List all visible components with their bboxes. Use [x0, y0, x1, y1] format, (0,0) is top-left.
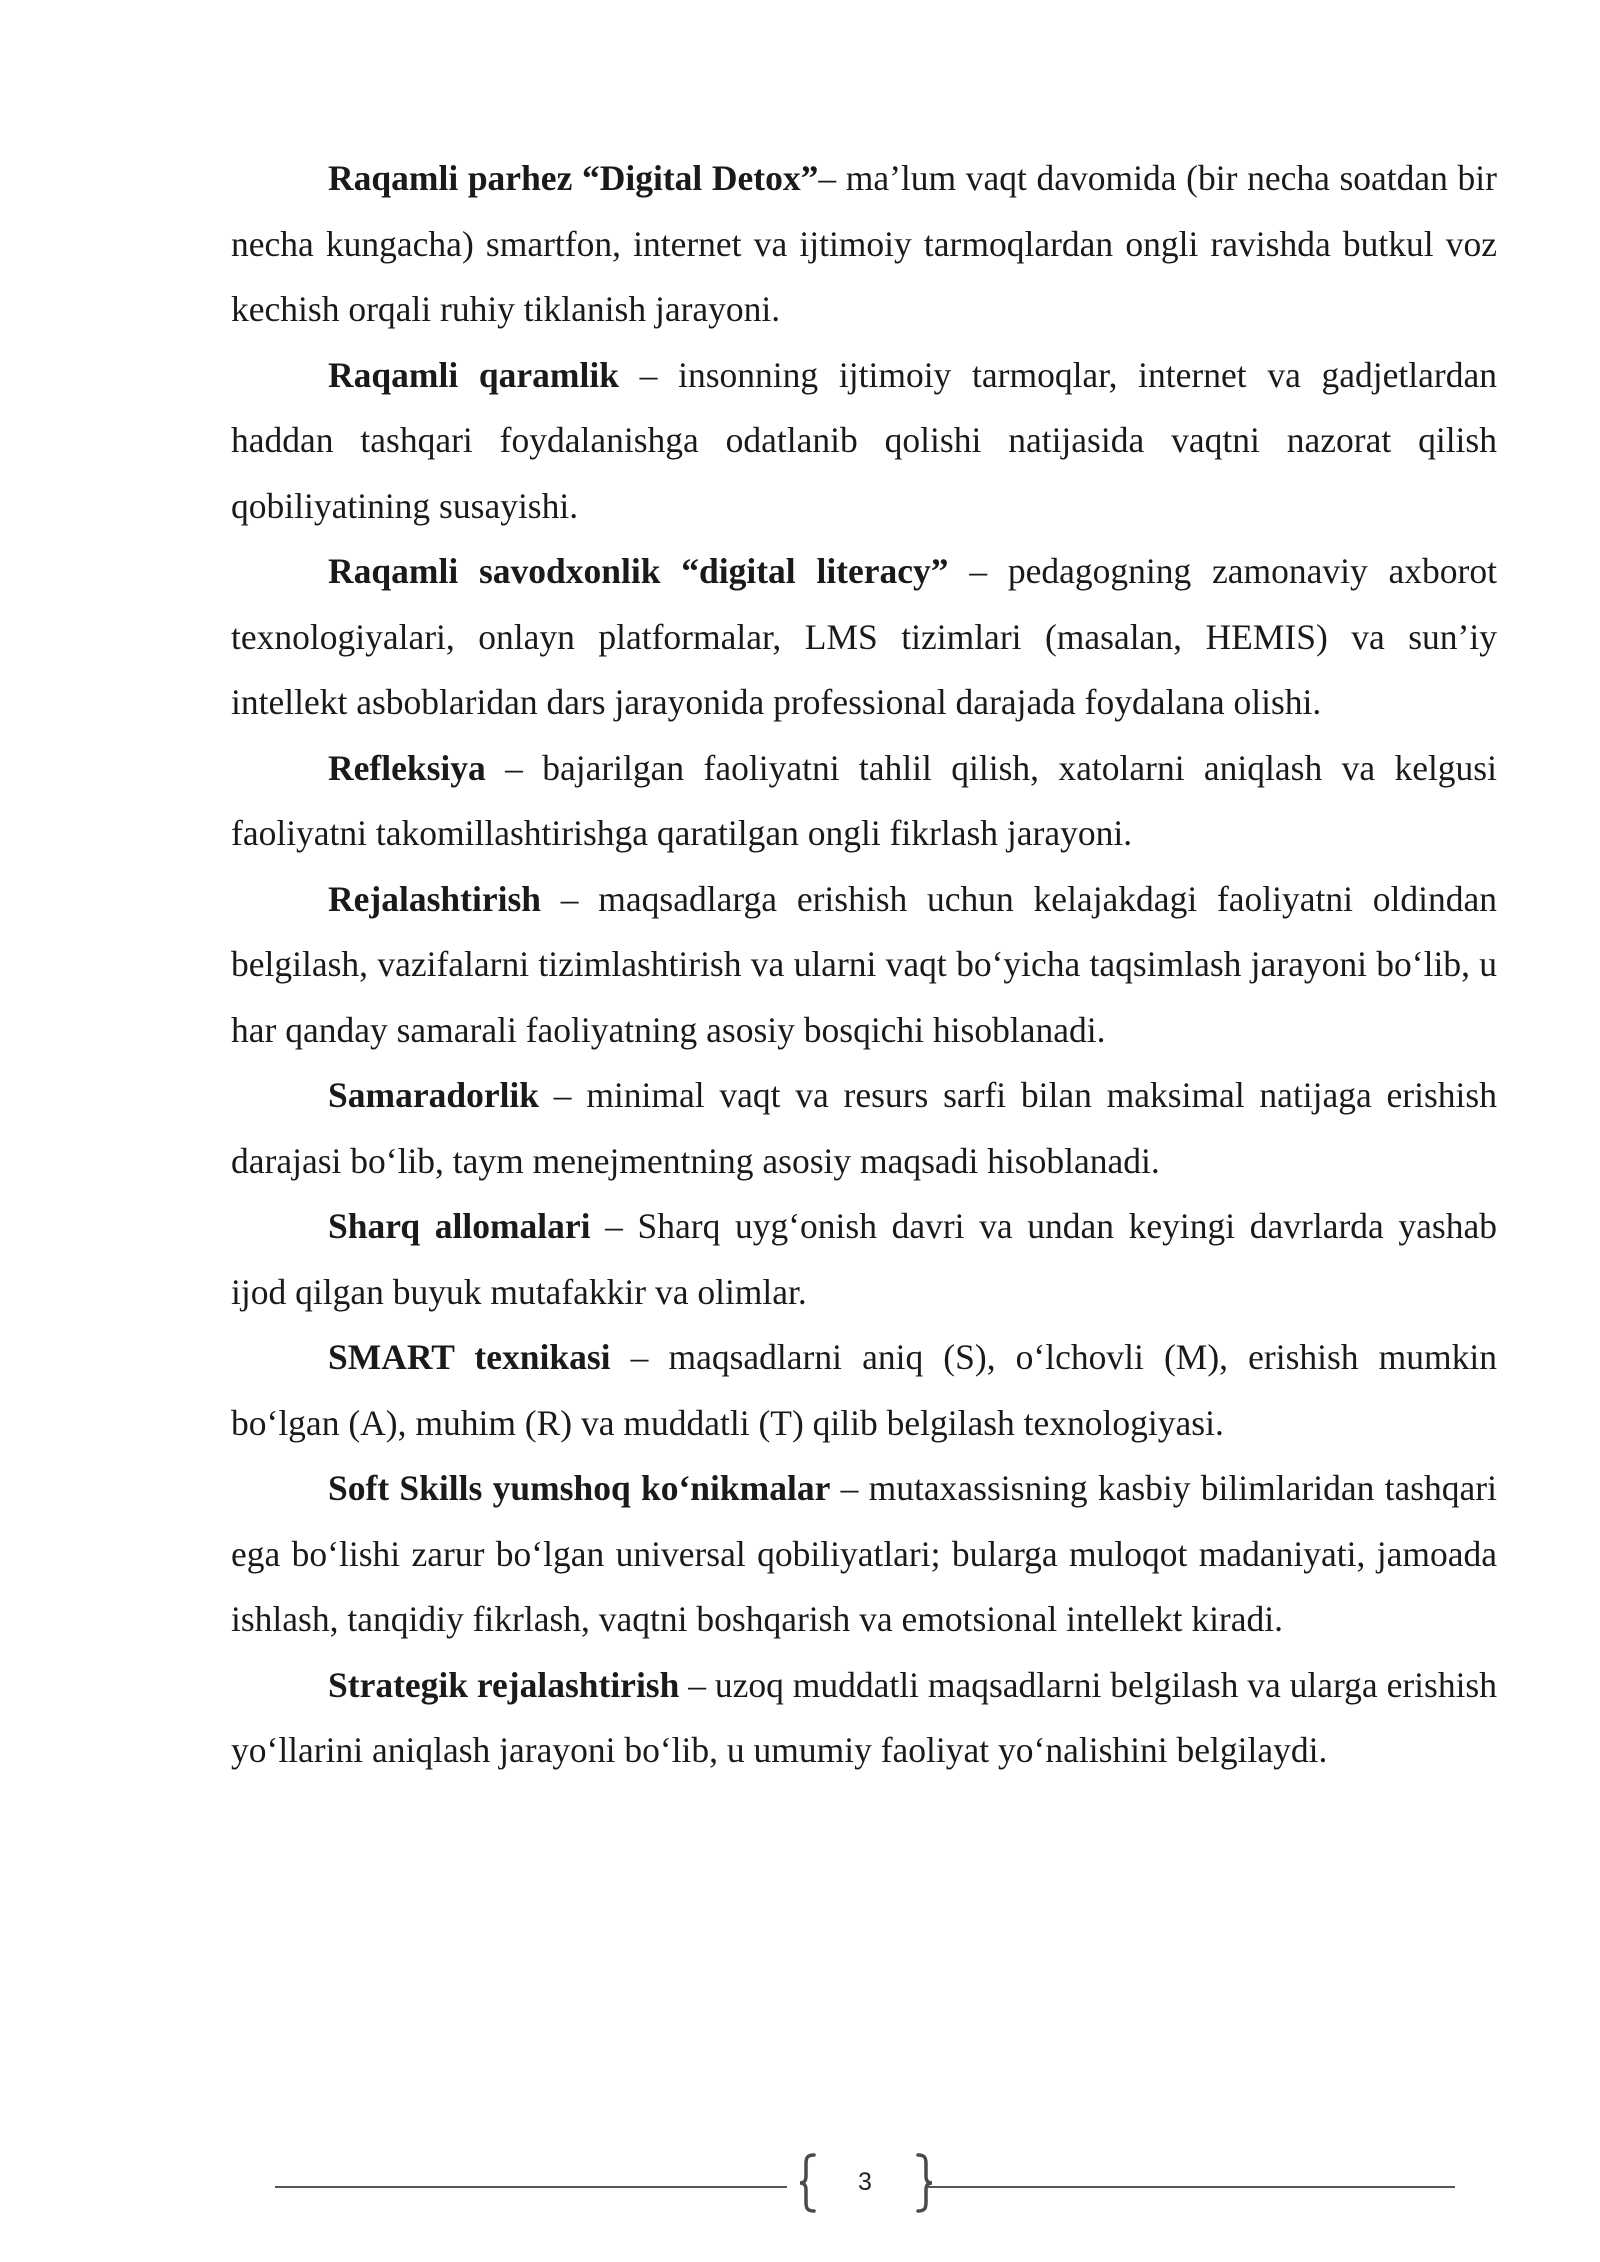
glossary-definition: – bajarilgan faoliyatni tahlil qilish, xatolarni aniqlash va kelgusi faoliyatni takomillashtirishga qaratilgan ongli fikrlash jarayoni.: [231, 747, 1497, 853]
glossary-entry-soft-skills: [231, 1456, 1497, 1653]
page-number: 3: [858, 2168, 872, 2196]
glossary-term: Soft Skills yumshoq ko‘nikmalar: [328, 1468, 831, 1508]
glossary-term: Strategik rejalashtirish: [328, 1664, 680, 1705]
glossary-entry-refleksiya: [231, 736, 1497, 867]
page-footer: [275, 2152, 1455, 2222]
glossary-entry-smart-texnikasi: [231, 1325, 1497, 1456]
glossary-entry-raqamli-qaramlik: [231, 343, 1497, 540]
glossary-entry-rejalashtirish: [231, 867, 1497, 1064]
glossary-term: Rejalashtirish: [328, 878, 541, 919]
glossary-term: Raqamli savodxonlik “digital literacy”: [328, 551, 949, 591]
glossary-body: [231, 146, 1497, 1784]
glossary-definition: – maqsadlarni aniq (S), o‘lchovli (M), erishish mumkin bo‘lgan (A), muhim (R) va muddatli (T) qilib belgilash texnologiyasi.: [231, 1337, 1498, 1443]
glossary-definition: – Sharq uyg‘onish davri va undan keyingi davrlarda yashab ijod qilgan buyuk mutafakkir va olimlar.: [231, 1206, 1497, 1312]
glossary-term: Sharq allomalari: [328, 1206, 591, 1246]
glossary-term: Raqamli parhez “Digital Detox”: [328, 158, 819, 198]
glossary-entry-sharq-allomalari: [231, 1194, 1497, 1325]
glossary-term: Samaradorlik: [328, 1075, 540, 1115]
glossary-definition: – mutaxassisning kasbiy bilimlaridan tashqari ega bo‘lishi zarur bo‘lgan universal qobiliyatlari; bularga muloqot madaniyati, jamoada ishlash, tanqidiy fikrlash, vaqtni boshqarish va emotsional intellekt kiradi.: [231, 1468, 1497, 1639]
glossary-definition: – ma’lum vaqt davomida (bir necha soatdan bir necha kungacha) smartfon, internet va ijtimoiy tarmoqlardan ongli ravishda butkul voz kechish orqali ruhiy tiklanish jarayoni.: [231, 158, 1497, 329]
glossary-entry-strategik-rejalashtirish: [231, 1653, 1497, 1784]
glossary-term: Raqamli qaramlik: [328, 354, 619, 395]
glossary-entry-digital-detox: [231, 146, 1497, 343]
left-brace-icon: [797, 2152, 819, 2214]
glossary-definition: – maqsadlarga erishish uchun kelajakdagi faoliyatni oldindan belgilash, vazifalarni tizimlashtirish va ularni vaqt bo‘yicha taqsimlash jarayoni bo‘lib, u har qanday samarali faoliyatning asosiy bosqichi hisoblanadi.: [231, 878, 1497, 1050]
footer-rule-left: [275, 2186, 787, 2188]
footer-rule-right: [927, 2186, 1455, 2188]
glossary-term: SMART texnikasi: [328, 1337, 611, 1377]
glossary-definition: – minimal vaqt va resurs sarfi bilan maksimal natijaga erishish darajasi bo‘lib, taym menejmentning asosiy maqsadi hisoblanadi.: [231, 1075, 1497, 1181]
glossary-entry-samaradorlik: [231, 1063, 1497, 1194]
glossary-definition: – uzoq muddatli maqsadlarni belgilash va ularga erishish yo‘llarini aniqlash jarayoni bo‘lib, u umumiy faoliyat yo‘nalishini belgilaydi.: [231, 1664, 1498, 1770]
glossary-definition: – insonning ijtimoiy tarmoqlar, internet va gadjetlardan haddan tashqari foydalanishga odatlanib qolishi natijasida vaqtni nazorat qilish qobiliyatining susayishi.: [231, 354, 1497, 526]
glossary-entry-raqamli-savodxonlik: [231, 539, 1497, 736]
glossary-term: Refleksiya: [328, 747, 486, 788]
right-brace-icon: [913, 2152, 935, 2214]
glossary-definition: – pedagogning zamonaviy axborot texnologiyalari, onlayn platformalar, LMS tizimlari (masalan, HEMIS) va sun’iy intellekt asboblaridan dars jarayonida professional darajada foydalana olishi.: [231, 551, 1497, 722]
